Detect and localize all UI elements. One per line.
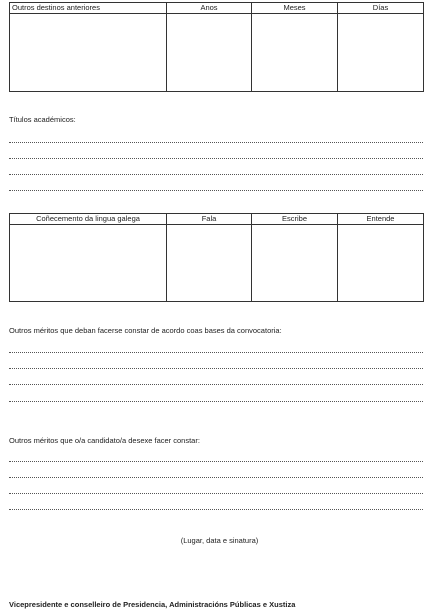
col-header-years: Anos: [167, 3, 252, 14]
days-cell[interactable]: [338, 14, 424, 92]
table-header-row: [10, 3, 424, 14]
table-row: [10, 225, 424, 302]
previous-destinations-table: [9, 2, 424, 92]
merits-candidate-label: Outros méritos que o/a candidato/a desexe facer constar:: [9, 436, 200, 445]
dotted-line: [9, 401, 423, 402]
destination-cell[interactable]: [10, 14, 167, 92]
galician-language-table: [9, 213, 424, 302]
academic-titles-label: Títulos académicos:: [9, 115, 76, 124]
dotted-line: [9, 142, 423, 143]
dotted-line: [9, 190, 423, 191]
dotted-line: [9, 509, 423, 510]
galician-cell[interactable]: [10, 225, 167, 302]
col-header-galician: Coñecemento da lingua galega: [10, 214, 167, 225]
col-header-speaks: Fala: [167, 214, 252, 225]
col-header-understands: Entende: [338, 214, 424, 225]
signature-line: (Lugar, data e sinatura): [180, 536, 259, 545]
dotted-line: [9, 368, 423, 369]
col-header-days: Días: [338, 3, 424, 14]
dotted-line: [9, 352, 423, 353]
dotted-line: [9, 384, 423, 385]
dotted-line: [9, 158, 423, 159]
speaks-cell[interactable]: [167, 225, 252, 302]
table-row: [10, 14, 424, 92]
months-cell[interactable]: [252, 14, 338, 92]
dotted-line: [9, 477, 423, 478]
dotted-line: [9, 493, 423, 494]
footer-text: Vicepresidente e conselleiro de Presidencia, Administracións Públicas e Xustiza: [9, 600, 296, 609]
writes-cell[interactable]: [252, 225, 338, 302]
dotted-line: [9, 174, 423, 175]
col-header-destinations: Outros destinos anteriores: [10, 3, 167, 14]
col-header-months: Meses: [252, 3, 338, 14]
col-header-writes: Escribe: [252, 214, 338, 225]
merits-call-label: Outros méritos que deban facerse constar de acordo coas bases da convocatoria:: [9, 326, 282, 335]
understands-cell[interactable]: [338, 225, 424, 302]
years-cell[interactable]: [167, 14, 252, 92]
table-header-row: [10, 214, 424, 225]
dotted-line: [9, 461, 423, 462]
